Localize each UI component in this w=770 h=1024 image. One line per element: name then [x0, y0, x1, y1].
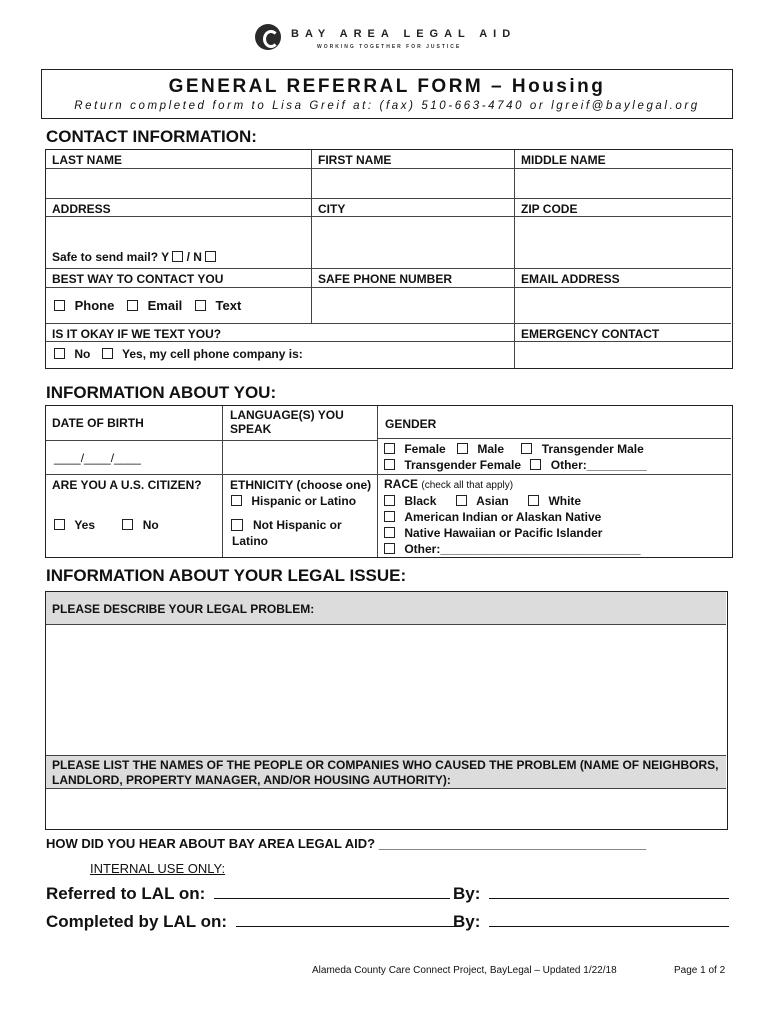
languages-label: LANGUAGE(S) YOU SPEAK: [230, 408, 344, 436]
names-field[interactable]: [47, 789, 726, 828]
phone-checkbox[interactable]: [54, 300, 65, 311]
zip-field[interactable]: [515, 217, 731, 267]
contact-method-options: [54, 298, 241, 313]
transgender-female-checkbox[interactable]: [384, 459, 395, 470]
transgender-female-label: Transgender Female: [404, 458, 522, 472]
male-label: Male: [477, 442, 505, 456]
race-note: (check all that apply): [421, 480, 514, 491]
cell-company-label: Yes, my cell phone company is:: [122, 347, 303, 361]
by-row-2: [453, 912, 729, 932]
not-hispanic-label: Not Hispanic or Latino: [232, 518, 342, 548]
ok-to-text-label: IS IT OKAY IF WE TEXT YOU?: [52, 327, 222, 341]
transgender-male-label: Transgender Male: [541, 442, 644, 456]
text-no-label: No: [74, 347, 91, 361]
race-row4: [384, 542, 641, 556]
safe-mail-yes-checkbox[interactable]: [172, 251, 183, 262]
middle-name-field[interactable]: [515, 169, 731, 198]
safe-mail-no-checkbox[interactable]: [205, 251, 216, 262]
phone-option-label: Phone: [74, 298, 115, 313]
ok-to-text-options: [54, 347, 303, 361]
languages-field[interactable]: [223, 441, 376, 474]
footer-page: Page 1 of 2: [674, 965, 726, 976]
white-label: White: [548, 494, 582, 508]
how-did-you-hear[interactable]: HOW DID YOU HEAR ABOUT BAY AREA LEGAL AID? _____________________________________: [46, 836, 647, 851]
first-name-label: FIRST NAME: [318, 153, 392, 167]
first-name-field[interactable]: [312, 169, 513, 198]
legal-table: [45, 591, 728, 830]
hawaiian-checkbox[interactable]: [384, 527, 395, 538]
form-header: [41, 69, 733, 119]
hawaiian-label: Native Hawaiian or Pacific Islander: [404, 526, 603, 540]
black-label: Black: [404, 494, 437, 508]
safe-phone-label: SAFE PHONE NUMBER: [318, 272, 453, 286]
email-address-label: EMAIL ADDRESS: [521, 272, 620, 286]
names-label-line2: LANDLORD, PROPERTY MANAGER, AND/OR HOUSING AUTHORITY):: [52, 773, 451, 787]
gender-label: GENDER: [385, 417, 437, 431]
gender-options-row1: [384, 442, 644, 456]
emergency-contact-field[interactable]: [515, 342, 731, 368]
logo: [255, 24, 535, 54]
best-way-label: BEST WAY TO CONTACT YOU: [52, 272, 224, 286]
footer-project: Alameda County Care Connect Project, BayLegal – Updated 1/22/18: [312, 965, 617, 976]
native-american-label: American Indian or Alaskan Native: [404, 510, 602, 524]
by-field-1[interactable]: [489, 898, 729, 899]
logo-tagline: WORKING TOGETHER FOR JUSTICE: [317, 44, 462, 50]
describe-problem-field[interactable]: [47, 625, 726, 755]
form-title: GENERAL REFERRAL FORM – Housing: [168, 76, 606, 97]
middle-name-label: MIDDLE NAME: [521, 153, 606, 167]
citizen-no-label: No: [142, 518, 159, 532]
safe-mail-question: [52, 250, 216, 264]
safe-mail-n-label: / N: [186, 250, 202, 264]
safe-phone-field[interactable]: [312, 288, 513, 323]
return-instructions: Return completed form to Lisa Greif at: (fax) 510-663-4740 or lgreif@baylegal.org: [74, 100, 700, 112]
names-label-line1: PLEASE LIST THE NAMES OF THE PEOPLE OR COMPANIES WHO CAUSED THE PROBLEM (NAME OF NEIGHBORS,: [52, 758, 719, 772]
race-row3: [384, 526, 602, 540]
race-row1: [384, 494, 581, 508]
dob-field[interactable]: ____/____/____: [54, 451, 141, 465]
email-option-label: Email: [147, 298, 183, 313]
by-label-1: By:: [453, 884, 481, 903]
text-option-label: Text: [215, 298, 242, 313]
about-table: [45, 405, 733, 558]
transgender-male-checkbox[interactable]: [521, 443, 532, 454]
city-field[interactable]: [312, 217, 513, 267]
by-field-2[interactable]: [489, 926, 729, 927]
asian-checkbox[interactable]: [456, 495, 467, 506]
internal-use-label: INTERNAL USE ONLY:: [90, 861, 226, 876]
citizen-yes-label: Yes: [74, 518, 96, 532]
citizen-options: [54, 518, 159, 532]
address-label: ADDRESS: [52, 202, 111, 216]
gender-other-checkbox[interactable]: [530, 459, 541, 470]
ethnicity-option-hispanic: [231, 494, 356, 508]
female-label: Female: [404, 442, 446, 456]
about-section-heading: INFORMATION ABOUT YOU:: [46, 383, 277, 402]
last-name-field[interactable]: [47, 169, 310, 198]
citizen-label: ARE YOU A U.S. CITIZEN?: [52, 478, 202, 492]
by-label-2: By:: [453, 912, 481, 931]
text-checkbox[interactable]: [195, 300, 206, 311]
safe-mail-prefix: Safe to send mail? Y: [52, 250, 169, 264]
race-row2: [384, 510, 601, 524]
emergency-contact-label: EMERGENCY CONTACT: [521, 327, 660, 341]
female-checkbox[interactable]: [384, 443, 395, 454]
male-checkbox[interactable]: [457, 443, 468, 454]
email-address-field[interactable]: [515, 288, 731, 323]
referred-label: Referred to LAL on:: [46, 884, 206, 903]
completed-date-field[interactable]: [236, 926, 456, 927]
white-checkbox[interactable]: [528, 495, 539, 506]
address-field[interactable]: [47, 217, 310, 247]
gender-options-row2: [384, 458, 647, 472]
email-checkbox[interactable]: [127, 300, 138, 311]
ethnicity-label: ETHNICITY (choose one): [230, 478, 372, 492]
logo-name: BAY AREA LEGAL AID: [291, 28, 517, 40]
contact-table: [45, 149, 733, 369]
citizen-yes-checkbox[interactable]: [54, 519, 65, 530]
completed-label: Completed by LAL on:: [46, 912, 228, 931]
race-title: RACE: [384, 477, 419, 491]
referred-row: [46, 884, 450, 904]
asian-label: Asian: [476, 494, 509, 508]
hispanic-label: Hispanic or Latino: [251, 494, 357, 508]
text-no-checkbox[interactable]: [54, 348, 65, 359]
by-row-1: [453, 884, 729, 904]
city-label: CITY: [318, 202, 346, 216]
race-other-label: Other:______________________________: [404, 542, 641, 556]
black-checkbox[interactable]: [384, 495, 395, 506]
legal-section-heading: INFORMATION ABOUT YOUR LEGAL ISSUE:: [46, 566, 407, 585]
citizen-no-checkbox[interactable]: [122, 519, 133, 530]
text-yes-checkbox[interactable]: [102, 348, 113, 359]
gender-other-label: Other:_________: [550, 458, 647, 472]
referred-date-field[interactable]: [214, 898, 450, 899]
race-label: [384, 477, 513, 491]
contact-section-heading: CONTACT INFORMATION:: [46, 127, 257, 146]
zip-label: ZIP CODE: [521, 202, 578, 216]
dob-label: DATE OF BIRTH: [52, 416, 144, 430]
native-american-checkbox[interactable]: [384, 511, 395, 522]
bay-area-legal-aid-logo-icon: [255, 24, 281, 50]
race-other-checkbox[interactable]: [384, 543, 395, 554]
last-name-label: LAST NAME: [52, 153, 122, 167]
describe-problem-label: PLEASE DESCRIBE YOUR LEGAL PROBLEM:: [52, 602, 315, 616]
completed-row: [46, 912, 456, 932]
hispanic-checkbox[interactable]: [231, 495, 242, 506]
